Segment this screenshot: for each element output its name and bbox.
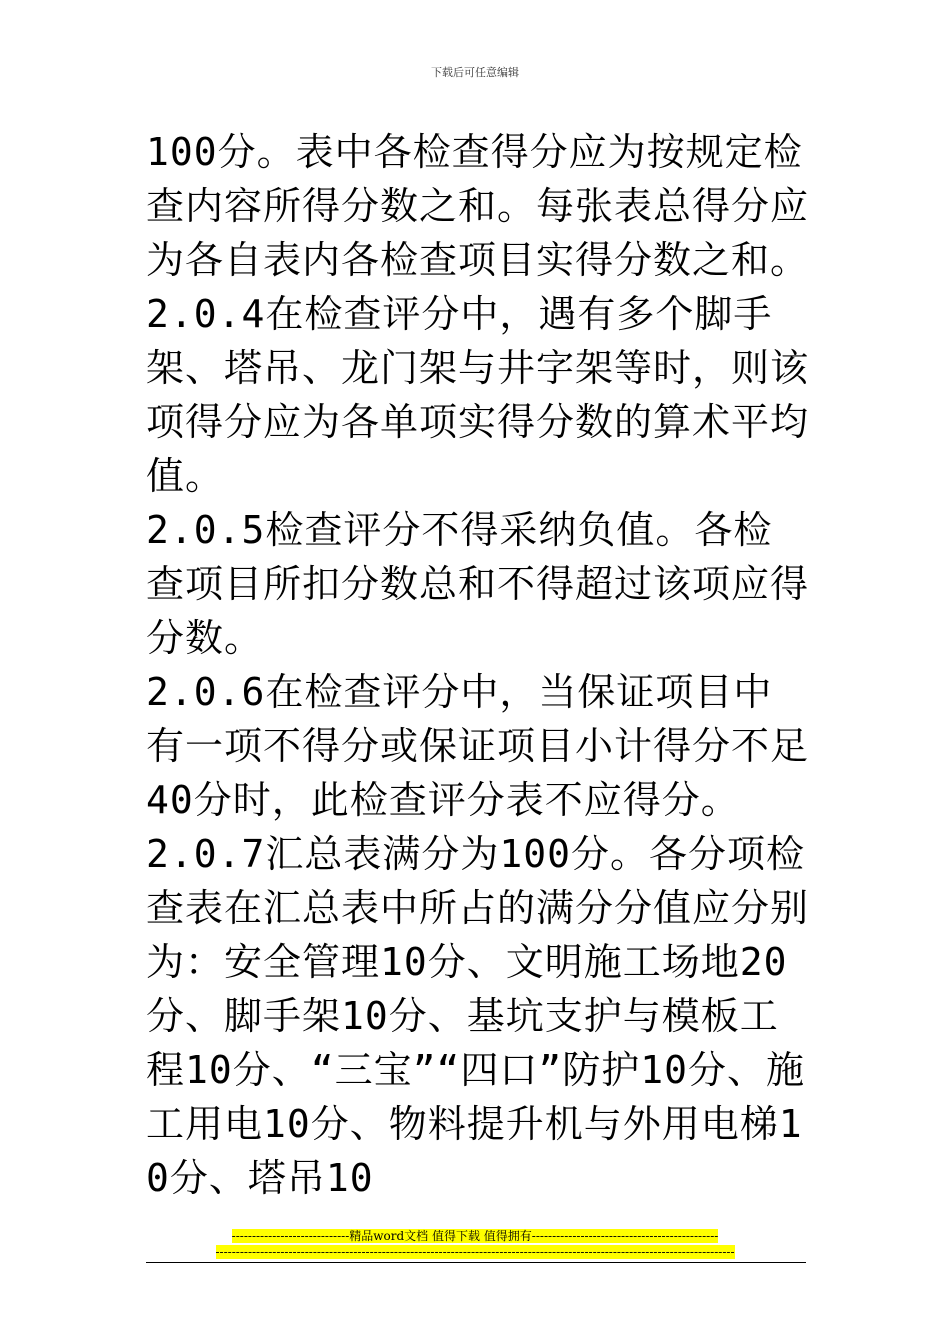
paragraph-2-0-7: 2.0.7汇总表满分为100分。各分项检查表在汇总表中所占的满分分值应分别为：安全管理10分、文明施工场地20分、脚手架10分、基坑支护与模板工程10分、“三宝”“四口”防护10分、施工用电10分、物料提升机与外用电梯10分、塔吊10 xyxy=(146,832,810,1200)
footer-banner xyxy=(0,1229,950,1244)
page-header: 下载后可任意编辑 xyxy=(431,66,519,79)
footer-divider xyxy=(146,1262,806,1263)
paragraph-intro: 100分。表中各检查得分应为按规定检查内容所得分数之和。每张表总得分应为各自表内各检查项目实得分数之和。 xyxy=(146,130,810,282)
document-body xyxy=(146,125,811,1205)
footer-banner-text: -----------------------------精品word文档 值得下载 值得拥有---------------------------------------------- xyxy=(231,1229,719,1243)
footer-dash-text: -------------------------------------------------------------------------------------------------------------------------------- xyxy=(215,1245,735,1259)
footer-dash-line xyxy=(0,1245,950,1260)
paragraph-2-0-5: 2.0.5检查评分不得采纳负值。各检查项目所扣分数总和不得超过该项应得分数。 xyxy=(146,508,810,660)
paragraph-2-0-6: 2.0.6在检查评分中，当保证项目中有一项不得分或保证项目小计得分不足40分时，此检查评分表不应得分。 xyxy=(146,670,810,822)
paragraph-2-0-4: 2.0.4在检查评分中，遇有多个脚手架、塔吊、龙门架与井字架等时，则该项得分应为各单项实得分数的算术平均值。 xyxy=(146,292,810,498)
